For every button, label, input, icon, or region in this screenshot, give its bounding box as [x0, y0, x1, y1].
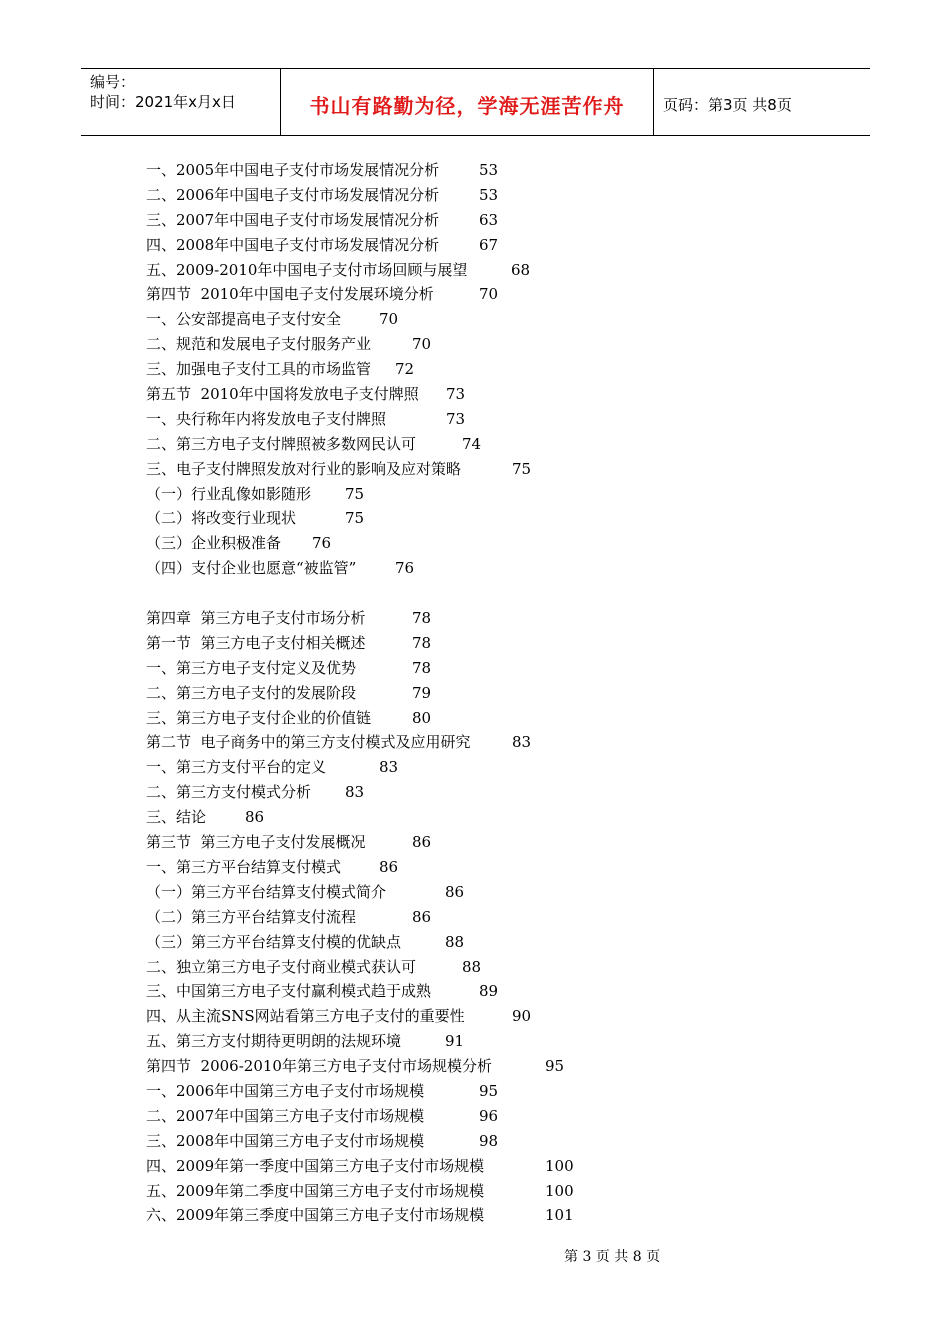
toc-entry	[146, 780, 766, 805]
toc-entry-page: 67	[479, 235, 499, 254]
toc-entry	[146, 258, 766, 283]
toc-entry-page: 95	[545, 1057, 565, 1076]
toc-entry-page: 78	[412, 658, 432, 677]
toc-entry-page: 100	[545, 1181, 574, 1200]
toc-entry-page: 88	[462, 957, 482, 976]
toc-entry	[146, 457, 766, 482]
toc-entry-page: 53	[479, 161, 499, 179]
toc-entry-page: 100	[545, 1156, 574, 1175]
toc-entry	[146, 1203, 766, 1228]
toc-entry-page: 86	[412, 833, 432, 852]
toc-entry	[146, 606, 766, 631]
toc-entry	[146, 905, 766, 930]
toc-entry	[146, 282, 766, 307]
toc-entry-page: 75	[345, 484, 365, 503]
toc-entry-page: 89	[479, 982, 499, 1001]
toc-entry-page: 78	[412, 609, 432, 628]
toc-entry-title: 一、2005年中国电子支付市场发展情况分析	[146, 161, 440, 179]
toc-entry-title: 五、2009年第二季度中国第三方电子支付市场规模	[146, 1181, 485, 1200]
toc-entry	[146, 158, 766, 183]
toc-entry-title: （一）行业乱像如影随形	[146, 484, 312, 503]
toc-entry-title: 第四章 第三方电子支付市场分析	[146, 609, 366, 628]
toc-entry-page: 73	[446, 409, 466, 428]
toc-entry	[146, 432, 766, 457]
toc-entry-page: 78	[412, 633, 432, 652]
toc-entry-page: 98	[479, 1131, 499, 1150]
toc-entry	[146, 382, 766, 407]
toc-entry-title: 三、结论	[146, 808, 207, 827]
toc-entry-page: 101	[545, 1206, 574, 1225]
toc-entry-title: （三）第三方平台结算支付模的优缺点	[146, 932, 402, 951]
toc-entry-page: 86	[412, 907, 432, 926]
toc-entry	[146, 855, 766, 880]
toc-entry	[146, 730, 766, 755]
toc-entry	[146, 407, 766, 432]
toc-entry-title: 二、第三方支付模式分析	[146, 783, 312, 802]
toc-entry-title: 四、2009年第一季度中国第三方电子支付市场规模	[146, 1156, 485, 1175]
toc-entry-title: 第三节 第三方电子支付发展概况	[146, 833, 366, 852]
toc-entry	[146, 631, 766, 656]
toc-entry	[146, 307, 766, 332]
toc-entry-page: 73	[446, 385, 466, 404]
toc-entry	[146, 805, 766, 830]
toc-entry	[146, 706, 766, 731]
toc-entry-title: 二、规范和发展电子支付服务产业	[146, 335, 372, 354]
toc-entry	[146, 1029, 766, 1054]
toc-entry	[146, 531, 766, 556]
toc-entry-title: 五、第三方支付期待更明朗的法规环境	[146, 1032, 402, 1051]
toc-entry-title: 第一节 第三方电子支付相关概述	[146, 633, 366, 652]
toc-entry	[146, 482, 766, 507]
footer-page-number: 第 3 页 共 8 页	[564, 1249, 661, 1265]
toc-entry-title: 二、2007年中国第三方电子支付市场规模	[146, 1106, 425, 1125]
toc-entry-title: 二、独立第三方电子支付商业模式获认可	[146, 957, 417, 976]
toc-entry-title: （二）将改变行业现状	[146, 509, 297, 528]
toc-entry-page: 70	[379, 310, 399, 329]
toc-entry-title: 三、加强电子支付工具的市场监管	[146, 360, 372, 379]
toc-entry	[146, 233, 766, 258]
toc-entry-page: 83	[345, 783, 365, 802]
toc-entry-title: 第四节 2006-2010年第三方电子支付市场规模分析	[146, 1057, 492, 1076]
toc-entry	[146, 830, 766, 855]
table-of-contents	[146, 158, 766, 1228]
header-motto: 书山有路勤为径，学海无涯苦作舟	[281, 69, 654, 135]
toc-entry	[146, 1179, 766, 1204]
toc-entry	[146, 930, 766, 955]
toc-entry-page: 83	[512, 733, 532, 752]
toc-entry-title: 三、第三方电子支付企业的价值链	[146, 708, 372, 727]
toc-entry-title: 三、中国第三方电子支付赢利模式趋于成熟	[146, 982, 432, 1001]
toc-entry-title: 一、第三方支付平台的定义	[146, 758, 327, 777]
toc-entry-page: 53	[479, 185, 499, 204]
toc-entry	[146, 681, 766, 706]
toc-entry-page: 63	[479, 210, 499, 229]
toc-entry-title: 二、2006年中国电子支付市场发展情况分析	[146, 185, 440, 204]
toc-entry	[146, 581, 766, 606]
toc-entry	[146, 1054, 766, 1079]
toc-entry-page: 80	[412, 708, 432, 727]
toc-entry-title: 一、央行称年内将发放电子支付牌照	[146, 409, 387, 428]
toc-entry-page: 76	[312, 534, 332, 553]
toc-entry	[146, 183, 766, 208]
toc-entry-title: 五、2009-2010年中国电子支付市场回顾与展望	[146, 260, 468, 279]
toc-entry-page: 90	[512, 1007, 532, 1026]
toc-entry-page: 70	[479, 285, 499, 304]
toc-entry-title: （三）企业积极准备	[146, 534, 282, 553]
toc-entry	[146, 506, 766, 531]
toc-entry	[146, 556, 766, 581]
toc-entry-page: 75	[512, 459, 532, 478]
toc-entry	[146, 208, 766, 233]
toc-entry-title: 四、2008年中国电子支付市场发展情况分析	[146, 235, 440, 254]
toc-entry	[146, 1129, 766, 1154]
toc-entry-title: （四）支付企业也愿意“被监管”	[146, 559, 357, 578]
toc-entry	[146, 332, 766, 357]
toc-entry-page: 75	[345, 509, 365, 528]
toc-entry-title: 二、第三方电子支付牌照被多数网民认可	[146, 434, 417, 453]
toc-entry-title: 第五节 2010年中国将发放电子支付牌照	[146, 385, 419, 404]
toc-entry-title: 一、2006年中国第三方电子支付市场规模	[146, 1081, 425, 1100]
toc-entry-page: 96	[479, 1106, 499, 1125]
toc-entry-title: 二、第三方电子支付的发展阶段	[146, 683, 357, 702]
toc-entry-title: 一、第三方电子支付定义及优势	[146, 658, 357, 677]
toc-entry-page: 86	[245, 808, 265, 827]
toc-entry-title: 四、从主流SNS网站看第三方电子支付的重要性	[146, 1007, 465, 1026]
header-page-info: 页码：第3页 共8页	[663, 95, 792, 114]
toc-entry-page: 91	[445, 1032, 465, 1051]
toc-entry-page: 79	[412, 683, 432, 702]
toc-entry-title: 三、2008年中国第三方电子支付市场规模	[146, 1131, 425, 1150]
toc-entry	[146, 1104, 766, 1129]
toc-entry-title: 六、2009年第三季度中国第三方电子支付市场规模	[146, 1206, 485, 1225]
toc-entry-title: 第四节 2010年中国电子支付发展环境分析	[146, 285, 434, 304]
toc-entry	[146, 1154, 766, 1179]
toc-entry	[146, 880, 766, 905]
time-label: 时间：2021年x月x日	[90, 93, 236, 111]
code-label: 编号：	[90, 73, 136, 91]
toc-entry	[146, 656, 766, 681]
toc-entry-page: 86	[445, 882, 465, 901]
toc-entry	[146, 955, 766, 980]
toc-entry-page: 86	[379, 857, 399, 876]
page-header	[81, 68, 870, 136]
toc-entry-title: 一、公安部提高电子支付安全	[146, 310, 342, 329]
toc-entry-title: 一、第三方平台结算支付模式	[146, 857, 342, 876]
toc-entry-page: 76	[395, 559, 415, 578]
toc-entry	[146, 755, 766, 780]
header-meta	[81, 69, 281, 135]
toc-entry	[146, 1004, 766, 1029]
toc-entry-page: 72	[395, 360, 415, 379]
toc-entry-page: 83	[379, 758, 399, 777]
toc-entry-title: （二）第三方平台结算支付流程	[146, 907, 357, 926]
toc-entry	[146, 357, 766, 382]
toc-entry	[146, 1079, 766, 1104]
toc-entry-page: 88	[445, 932, 465, 951]
toc-entry-page: 68	[511, 260, 531, 279]
toc-entry-title: 三、电子支付牌照发放对行业的影响及应对策略	[146, 459, 462, 478]
toc-entry-title: 第二节 电子商务中的第三方支付模式及应用研究	[146, 733, 471, 752]
toc-entry-title: （一）第三方平台结算支付模式简介	[146, 882, 387, 901]
toc-entry	[146, 979, 766, 1004]
toc-entry-page: 95	[479, 1081, 499, 1100]
toc-entry-title: 三、2007年中国电子支付市场发展情况分析	[146, 210, 440, 229]
toc-entry-page: 74	[462, 434, 482, 453]
toc-entry-page: 70	[412, 335, 432, 354]
